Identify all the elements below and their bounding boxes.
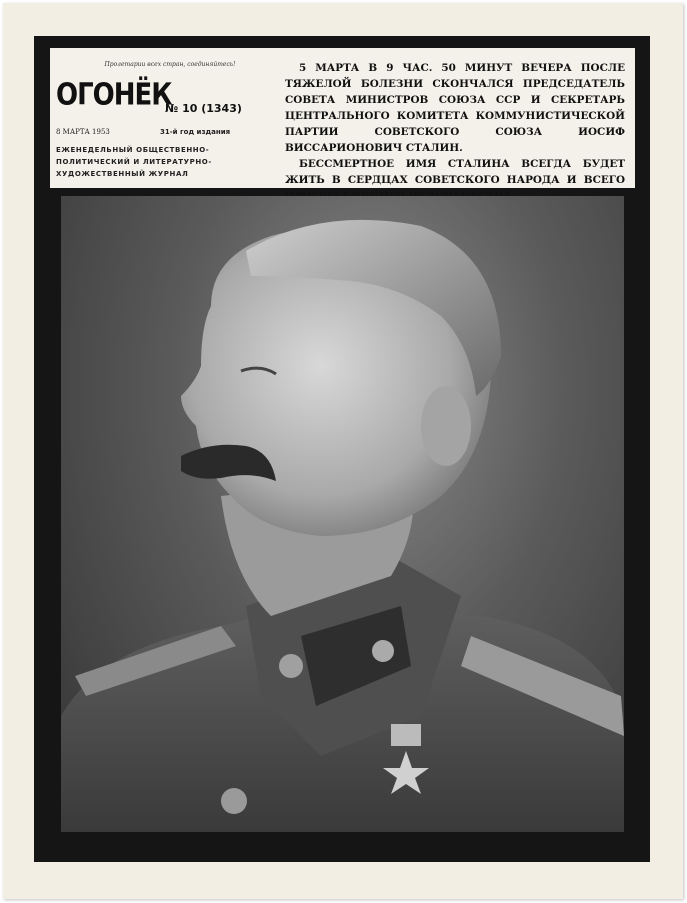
collar-patch-button xyxy=(372,640,394,662)
magazine-subtitle: ЕЖЕНЕДЕЛЬНЫЙ ОБЩЕСТВЕННО- ПОЛИТИЧЕСКИЙ И ЛИТЕРАТУРНО- ХУДОЖЕСТВЕННЫЙ ЖУРНАЛ xyxy=(56,146,212,178)
publication-year: 31-й год издания xyxy=(160,128,231,136)
magazine-cover xyxy=(3,3,683,899)
obituary-paragraph-1: 5 МАРТА В 9 ЧАС. 50 МИНУТ ВЕЧЕРА ПОСЛЕ ТЯЖЕЛОЙ БОЛЕЗНИ СКОНЧАЛСЯ ПРЕДСЕДАТЕЛЬ СОВЕТА МИНИСТРОВ СОЮЗА ССР И СЕКРЕТАРЬ ЦЕНТРАЛЬНОГО КОМИТЕТА КОММУНИСТИЧЕСКОЙ ПАРТИИ СОВЕТСКОГО СОЮЗА ИОСИФ ВИССАРИОНОВИЧ СТАЛИН. xyxy=(285,62,625,154)
obituary-paragraph-2: БЕССМЕРТНОЕ ИМЯ СТАЛИНА ВСЕГДА БУДЕТ ЖИТЬ В СЕРДЦАХ СОВЕТСКОГО НАРОДА И ВСЕГО xyxy=(285,158,625,186)
portrait-illustration xyxy=(61,196,624,832)
medal-ribbon xyxy=(391,724,421,746)
tunic-button xyxy=(221,788,247,814)
collar-button xyxy=(279,654,303,678)
cover-header xyxy=(50,48,635,188)
magazine-motto: Пролетарии всех стран, соединяйтесь! xyxy=(104,61,236,68)
portrait-photo xyxy=(61,196,624,832)
ear-shape xyxy=(421,386,471,466)
issue-date: 8 МАРТА 1953 xyxy=(56,128,110,136)
obituary-announcement xyxy=(285,60,625,204)
issue-number: № 10 (1343) xyxy=(165,102,242,115)
magazine-logo: ОГОНЁК xyxy=(56,78,172,113)
